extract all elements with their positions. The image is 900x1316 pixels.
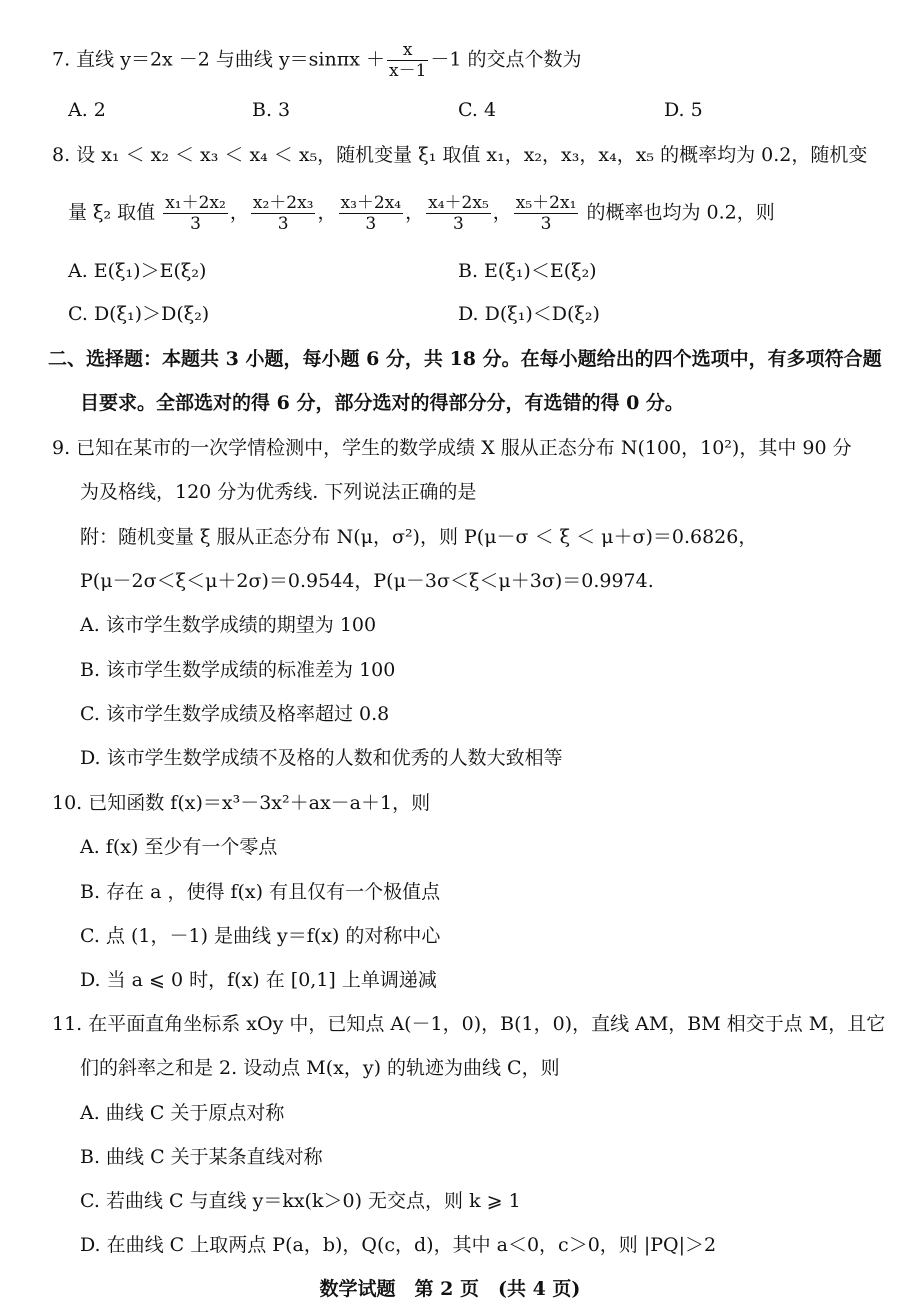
q8-fraction <box>251 193 316 234</box>
q8-fraction-numerator: x₂＋2x₃ <box>252 193 314 213</box>
q8-line-2-suffix: 的概率也均为 0.2，则 <box>586 201 775 224</box>
q7-option-d: D. 5 <box>664 99 703 121</box>
q7-option-c: C. 4 <box>458 99 497 121</box>
q10-option-a: A. f(x) 至少有一个零点 <box>80 836 278 858</box>
q8-line-1: 8. 设 x₁ ＜ x₂ ＜ x₃ ＜ x₄ ＜ x₅，随机变量 ξ₁ 取值 x₁，x₂，x₃，x₄，x₅ 的概率均为 0.2，随机变 <box>52 144 868 166</box>
q8-fraction <box>426 193 491 234</box>
q9-appendix-line-1: 附：随机变量 ξ 服从正态分布 N(μ，σ²)，则 P(μ－σ ＜ ξ ＜ μ＋σ)＝0.6826， <box>80 526 758 548</box>
q7-stem <box>52 40 582 81</box>
q8-fraction-denominator: 3 <box>540 214 552 234</box>
q7-fraction-denominator: x－1 <box>389 61 427 81</box>
q7-option-b: B. 3 <box>252 99 291 121</box>
q8-fraction <box>514 193 579 234</box>
q11-option-d: D. 在曲线 C 上取两点 P(a，b)，Q(c，d)，其中 a＜0，c＞0，则 |PQ|＞2 <box>80 1234 717 1256</box>
q11-line-2: 们的斜率之和是 2. 设动点 M(x，y) 的轨迹为曲线 C，则 <box>80 1057 560 1079</box>
q8-option-a: A. E(ξ₁)＞E(ξ₂) <box>68 260 207 282</box>
q7-fraction-numerator: x <box>387 40 428 61</box>
q9-appendix-line-2: P(μ－2σ＜ξ＜μ＋2σ)＝0.9544，P(μ－3σ＜ξ＜μ＋3σ)＝0.9974. <box>80 570 654 592</box>
q11-option-a: A. 曲线 C 关于原点对称 <box>80 1102 285 1124</box>
q9-option-a: A. 该市学生数学成绩的期望为 100 <box>80 614 377 636</box>
q9-line-2: 为及格线，120 分为优秀线. 下列说法正确的是 <box>80 481 477 503</box>
q8-fraction-denominator: 3 <box>277 214 289 234</box>
q10-stem: 10. 已知函数 f(x)＝x³－3x²＋ax－a＋1，则 <box>52 792 431 814</box>
q8-fraction-denominator: 3 <box>453 214 464 234</box>
q10-option-c: C. 点 (1，－1) 是曲线 y＝f(x) 的对称中心 <box>80 925 441 947</box>
q9-line-1: 9. 已知在某市的一次学情检测中，学生的数学成绩 X 服从正态分布 N(100，10²)，其中 90 分 <box>52 437 852 459</box>
q8-fraction-numerator: x₅＋2x₁ <box>515 193 577 213</box>
q8-line-2: 量 ξ₂ 取值 $\frac{\text{x₁＋2x₂}}{3}$ ， $\frac{\text{x₂＋2x₃}}{3}$ ， $\frac{\text{x₃＋2x₄}}{3}$ ， $\frac{\text{x₄＋2x₅}}{3}$ ， $\frac{\text{x₅＋2x₁}}{3}$ 的概率也均为 0.2，则 <box>68 193 775 234</box>
q10-option-d: D. 当 a ⩽ 0 时，f(x) 在 [0,1] 上单调递减 <box>80 969 437 991</box>
q11-option-b: B. 曲线 C 关于某条直线对称 <box>80 1146 323 1168</box>
q8-fraction <box>163 193 228 234</box>
q8-line-2-prefix: 量 ξ₂ 取值 <box>68 201 156 224</box>
q7-fraction <box>387 40 428 81</box>
q8-fraction-numerator: x₄＋2x₅ <box>428 193 489 213</box>
page-footer: 数学试题 第 2 页 (共 4 页) <box>319 1278 581 1300</box>
q8-fraction-denominator: 3 <box>190 214 201 234</box>
q9-option-c: C. 该市学生数学成绩及格率超过 0.8 <box>80 703 390 725</box>
q8-fraction-numerator: x₁＋2x₂ <box>165 193 226 213</box>
q10-option-b: B. 存在 a ，使得 f(x) 有且仅有一个极值点 <box>80 881 441 903</box>
q11-option-c: C. 若曲线 C 与直线 y＝kx(k＞0) 无交点，则 k ⩾ 1 <box>80 1190 521 1212</box>
section-2-heading-line-1: 二、选择题：本题共 3 小题，每小题 6 分，共 18 分。在每小题给出的四个选项中，有多项符合题 <box>48 348 882 370</box>
q7-stem-part-b: －1 的交点个数为 <box>430 48 582 71</box>
q7-option-a: A. 2 <box>68 99 106 121</box>
q11-line-1: 11. 在平面直角坐标系 xOy 中，已知点 A(－1，0)，B(1，0)，直线 AM，BM 相交于点 M，且它 <box>52 1013 886 1035</box>
q8-option-b: B. E(ξ₁)＜E(ξ₂) <box>458 260 597 282</box>
q8-fraction-denominator: 3 <box>365 214 377 234</box>
q8-fraction <box>339 193 404 234</box>
q9-option-b: B. 该市学生数学成绩的标准差为 100 <box>80 659 396 681</box>
section-2-heading-line-2: 目要求。全部选对的得 6 分，部分选对的得部分分，有选错的得 0 分。 <box>80 392 684 414</box>
q8-option-c: C. D(ξ₁)＞D(ξ₂) <box>68 303 210 325</box>
q8-option-d: D. D(ξ₁)＜D(ξ₂) <box>458 303 600 325</box>
q9-option-d: D. 该市学生数学成绩不及格的人数和优秀的人数大致相等 <box>80 747 563 769</box>
q8-fraction-numerator: x₃＋2x₄ <box>340 193 402 213</box>
q7-stem-part-a: 7. 直线 y＝2x －2 与曲线 y＝sinπx ＋ <box>52 48 385 71</box>
